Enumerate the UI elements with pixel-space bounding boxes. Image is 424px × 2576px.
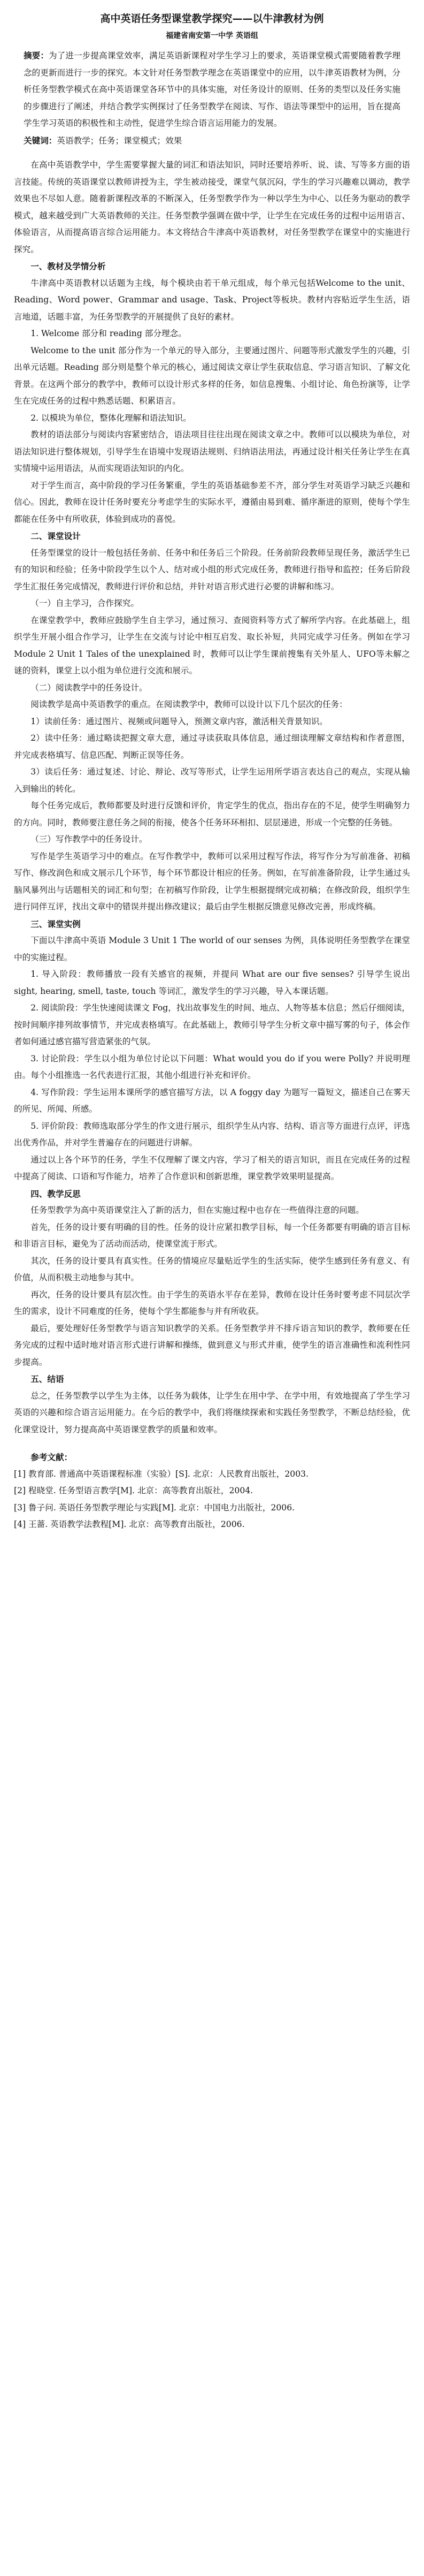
reference-item: [3] 鲁子问. 英语任务型教学理论与实践[M]. 北京：中国电力出版社，2006.	[14, 1502, 295, 1513]
title-main: 高中英语任务型课堂教学探究	[100, 13, 233, 25]
body-paragraph: （一）自主学习，合作探究。	[30, 598, 139, 608]
keywords-text: 英语教学；任务；课堂模式；效果	[57, 135, 182, 146]
paper-author: 福建省南安第一中学 英语组	[166, 32, 258, 40]
body-paragraph: 4. 写作阶段：学生运用本课所学的感官描写方法，以 A foggy day 为题写一篇短文，描述自己在雾天的所见、所闻、所感。	[14, 1087, 410, 1114]
body-paragraph: 下面以牛津高中英语 Module 3 Unit 1 The world of our senses 为例，具体说明任务型教学在课堂中的实施过程。	[14, 936, 410, 962]
title-sub: ——以牛津教材为例	[232, 13, 324, 25]
body-paragraph: 5. 评价阶段：教师选取部分学生的作文进行展示，组织学生从内容、结构、语言等方面进行点评，评选出优秀作品，并对学生普遍存在的问题进行讲解。	[14, 1121, 410, 1148]
body-paragraph: 1. 导入阶段：教师播放一段有关感官的视频，并提问 What are our five senses? 引导学生说出 sight, hearing, smell, taste, touch 等词汇，激发学生的学习兴趣，导入本课话题。	[14, 969, 410, 996]
body-paragraph: 2）读中任务：通过略读把握文章大意，通过寻读获取具体信息，通过细读理解文章结构和作者意图，并完成表格填写、信息匹配、判断正误等任务。	[14, 733, 410, 760]
body-paragraph: 任务型教学为高中英语课堂注入了新的活力，但在实施过程中也存在一些值得注意的问题。	[30, 1205, 364, 1215]
body-paragraph: 3）读后任务：通过复述、讨论、辩论、改写等形式，让学生运用所学语言表达自己的观点，实现从输入到输出的转化。	[14, 767, 410, 794]
paper-body	[14, 157, 410, 1438]
body-paragraph: 阅读教学是高中英语教学的重点。在阅读教学中，教师可以设计以下几个层次的任务：	[30, 700, 348, 709]
body-paragraph: 最后，要处理好任务型教学与语言知识教学的关系。任务型教学并不排斥语言知识的教学，教师要在任务完成的过程中适时地对语言形式进行讲解和操练，做到意义与形式并重，使学生的语言准确性和流利性同步提高。	[14, 1323, 410, 1367]
body-paragraph: 2. 阅读阶段：学生快速阅读课文 Fog，找出故事发生的时间、地点、人物等基本信息；然后仔细阅读，按时间顺序排列故事情节，并完成表格填写。在此基础上，教师引导学生分析文章中描写雾的句子，体会作者如何通过感官描写营造紧张的气氛。	[14, 1003, 410, 1046]
section-heading: 二、课堂设计	[30, 531, 81, 541]
body-paragraph: 3. 讨论阶段：学生以小组为单位讨论以下问题：What would you do if you were Polly? 并说明理由。每个小组推选一名代表进行汇报，其他小组进行补充和评价。	[14, 1053, 410, 1080]
body-paragraph: 牛津高中英语教材以话题为主线，每个模块由若干单元组成，每个单元包括Welcome to the unit、Reading、Word power、Grammar and usage、Task、Project等板块。教材内容贴近学生生活，语言地道，话题丰富，为任务型教学的开展提供了良好的素材。	[14, 278, 410, 322]
section-heading: 四、教学反思	[30, 1188, 81, 1199]
body-paragraph: 对于学生而言，高中阶段的学习任务繁重，学生的英语基础参差不齐，部分学生对英语学习缺乏兴趣和信心。因此，教师在设计任务时要充分考虑学生的实际水平，遵循由易到难、循序渐进的原则，使每个学生都能在任务中有所收获，体验到成功的喜悦。	[14, 480, 410, 524]
body-paragraph: 1. Welcome 部分和 reading 部分理念。	[30, 329, 187, 338]
body-paragraph: 在课堂教学中，教师应鼓励学生自主学习，通过预习、查阅资料等方式了解所学内容。在此基础上，组织学生开展小组合作学习，让学生在交流与讨论中相互启发、取长补短，共同完成学习任务。例如在学习 Module 2 Unit 1 Tales of the unexplained 时，教师可以让学生课前搜集有关外星人、UFO等未解之谜的资料，课堂上以小组为单位进行交流和展示。	[14, 615, 410, 675]
section-heading: 五、结语	[30, 1374, 64, 1384]
section-heading: 一、教材及学情分析	[30, 261, 106, 271]
body-paragraph: 其次，任务的设计要具有真实性。任务的情境应尽量贴近学生的生活实际，使学生感到任务有意义、有价值，从而积极主动地参与其中。	[14, 1256, 410, 1282]
references-title: 参考文献：	[30, 1452, 73, 1462]
body-paragraph: 每个任务完成后，教师都要及时进行反馈和评价，肯定学生的优点，指出存在的不足，使学生明确努力的方向。同时，教师要注意任务之间的衔接，使各个任务环环相扣、层层递进，形成一个完整的任务链。	[14, 801, 410, 827]
body-paragraph: 在高中英语教学中，学生需要掌握大量的词汇和语法知识，同时还要培养听、说、读、写等多方面的语言技能。传统的英语课堂以教师讲授为主，学生被动接受，课堂气氛沉闷，学生的学习兴趣难以调动，教学效果也不尽如人意。随着新课程改革的不断深入，任务型教学作为一种以学生为中心、以任务为驱动的教学模式，越来越受到广大英语教师的关注。任务型教学强调在做中学，让学生在完成任务的过程中运用语言、体验语言，从而提高语言综合运用能力。本文将结合牛津高中英语教材，对任务型教学在课堂中的实施进行探究。	[14, 160, 410, 254]
body-paragraph: 再次，任务的设计要具有层次性。由于学生的英语水平存在差异，教师在设计任务时要考虑不同层次学生的需求，设计不同难度的任务，使每个学生都能参与并有所收获。	[14, 1289, 410, 1316]
keywords-label: 关键词：	[24, 135, 57, 146]
reference-item: [4] 王蔷. 英语教学法教程[M]. 北京：高等教育出版社，2006.	[14, 1519, 245, 1529]
reference-item: [2] 程晓堂. 任务型语言教学[M]. 北京：高等教育出版社，2004.	[14, 1486, 253, 1495]
body-paragraph: 任务型课堂的设计一般包括任务前、任务中和任务后三个阶段。任务前阶段教师呈现任务，激活学生已有的知识和经验；任务中阶段学生以个人、结对或小组的形式完成任务，教师进行指导和监控；任务后阶段学生汇报任务完成情况，教师进行评价和总结，并针对语言形式进行必要的讲解和练习。	[14, 548, 410, 591]
body-paragraph: 写作是学生英语学习中的难点。在写作教学中，教师可以采用过程写作法，将写作分为写前准备、初稿写作、修改润色和成文展示几个环节，每个环节都设计相应的任务。例如，在写前准备阶段，让学生通过头脑风暴列出与话题相关的词汇和句型；在初稿写作阶段，让学生根据提纲完成初稿；在修改阶段，组织学生进行同伴互评，找出文章中的错误并提出修改建议；最后由学生根据反馈意见修改完善，形成终稿。	[14, 851, 410, 911]
abstract-text: 为了进一步提高课堂效率，满足英语新课程对学生学习上的要求，英语课堂模式需要随着教学理念的更新而进行一步的探究。本文针对任务型教学理念在英语课堂中的应用，以牛津英语教材为例，分析任务型教学模式在高中英语课堂各环节中的具体实施，对任务设计的原则、任务的类型以及任务实施的步骤进行了阐述，并结合教学实例探讨了任务型教学在阅读、写作、语法等课型中的运用，旨在提高学生学习英语的积极性和主动性，促进学生综合语言运用能力的发展。	[24, 51, 400, 128]
body-paragraph: 1）读前任务：通过图片、视频或问题导入，预测文章内容，激活相关背景知识。	[30, 716, 328, 726]
body-paragraph: 首先，任务的设计要有明确的目的性。任务的设计应紧扣教学目标，每一个任务都要有明确的语言目标和非语言目标，避免为了活动而活动，使课堂流于形式。	[14, 1222, 410, 1249]
body-paragraph: （二）阅读教学中的任务设计。	[30, 682, 148, 693]
body-paragraph: Welcome to the unit 部分作为一个单元的导入部分，主要通过图片、问题等形式激发学生的兴趣，引出单元话题。Reading 部分则是整个单元的核心，通过阅读文章让学生获取信息、学习语言知识、了解文化背景。在这两个部分的教学中，教师可以设计形式多样的任务，如信息搜集、小组讨论、角色扮演等，让学生在完成任务的过程中熟悉话题、积累语言。	[14, 345, 410, 406]
abstract-label: 摘要：	[24, 50, 49, 60]
body-paragraph: 总之，任务型教学以学生为主体，以任务为载体，让学生在用中学、在学中用，有效地提高了学生学习英语的兴趣和综合语言运用能力。在今后的教学中，我们将继续探索和实践任务型教学，不断总结经验，优化课堂设计，努力提高高中英语课堂教学的质量和效率。	[14, 1390, 410, 1434]
abstract	[24, 47, 400, 132]
paper-title	[14, 11, 410, 27]
references-list	[14, 1466, 410, 1533]
body-paragraph: （三）写作教学中的任务设计。	[30, 834, 148, 844]
body-paragraph: 2. 以模块为单位，整体化理解和语法知识。	[30, 413, 191, 423]
section-gap	[14, 149, 410, 157]
body-paragraph: 通过以上各个环节的任务，学生不仅理解了课文内容，学习了相关的语言知识，而且在完成任务的过程中提高了阅读、口语和写作能力，培养了合作意识和创新思维，课堂教学效果明显提高。	[14, 1154, 410, 1181]
body-paragraph: 教材的语法部分与阅读内容紧密结合，语法项目往往出现在阅读文章之中。教师可以以模块为单位，对语法知识进行整体规划，引导学生在语境中发现语法规则、归纳语法用法，再通过设计相关任务让学生在真实情境中运用语法，从而实现语法知识的内化。	[14, 430, 410, 473]
reference-item: [1] 教育部. 普通高中英语课程标准（实验）[S]. 北京：人民教育出版社，2003.	[14, 1469, 309, 1479]
section-heading: 三、课堂实例	[30, 918, 81, 929]
keywords	[24, 132, 400, 150]
